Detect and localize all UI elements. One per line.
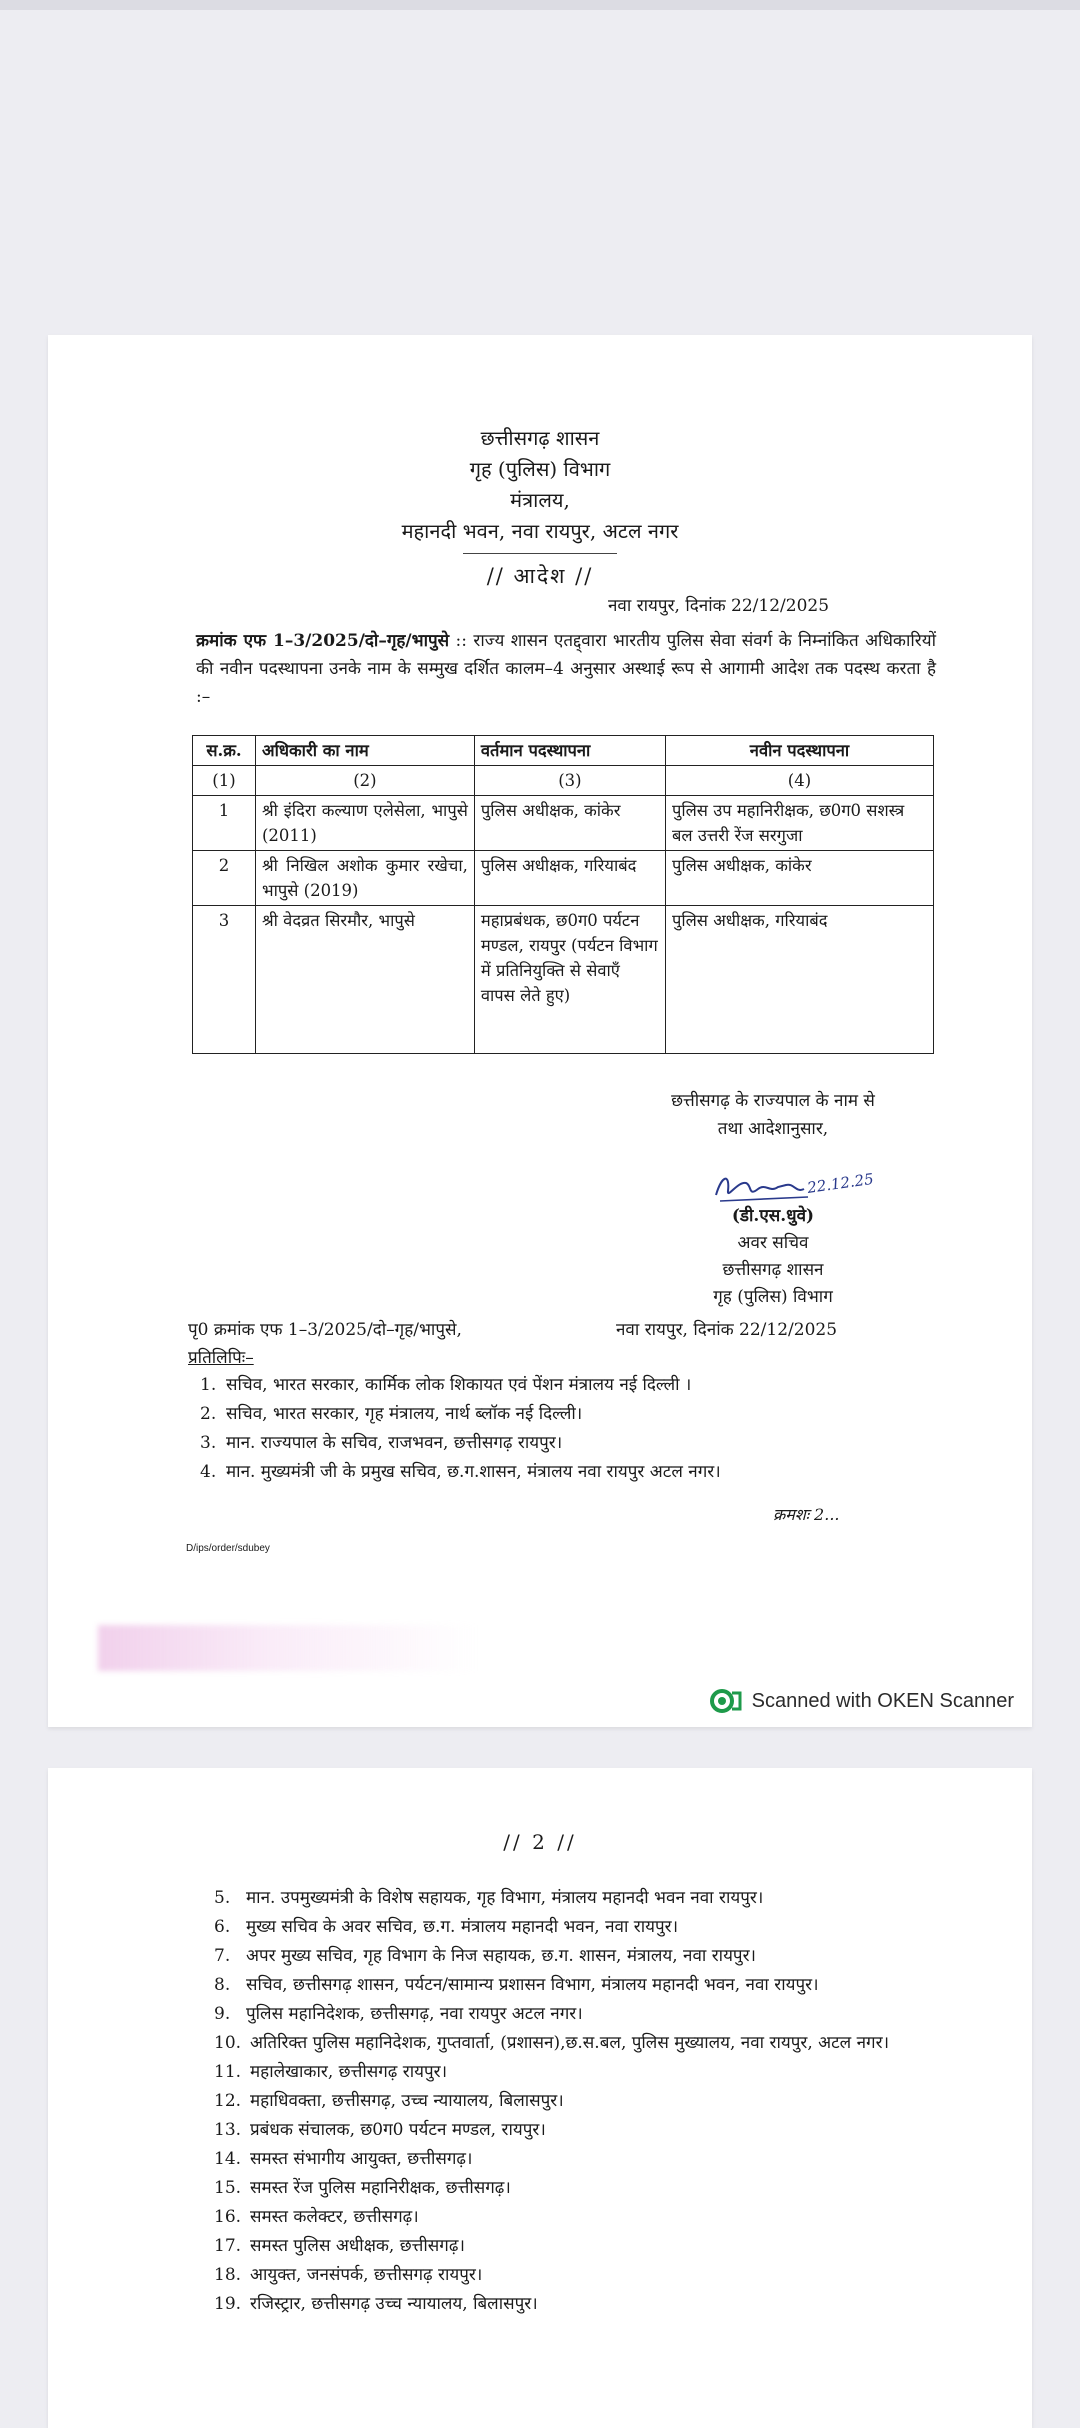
letterhead — [48, 423, 1032, 590]
copy-list-page-1 — [200, 1371, 920, 1487]
column-number: (2) — [255, 766, 474, 796]
list-item — [214, 2029, 954, 2058]
table-header: वर्तमान पदस्थापना — [474, 736, 665, 766]
scanner-watermark — [710, 1687, 1014, 1715]
order-dateline: नवा रायपुर, दिनांक 22/12/2025 — [608, 596, 830, 616]
list-text: अतिरिक्त पुलिस महानिदेशक, गुप्तवार्ता, (प्रशासन),छ.स.बल, पुलिस मुख्यालय, नवा रायपुर, अटल नगर। — [250, 2033, 890, 2053]
list-item — [214, 2290, 954, 2319]
list-number: 8. — [214, 1975, 231, 1995]
table-header: नवीन पदस्थापना — [665, 736, 933, 766]
list-number: 7. — [214, 1946, 231, 1966]
list-text: समस्त संभागीय आयुक्त, छत्तीसगढ़। — [250, 2149, 473, 2169]
list-number: 1. — [200, 1375, 217, 1395]
list-text: प्रबंधक संचालक, छ0ग0 पर्यटन मण्डल, रायपुर। — [250, 2120, 546, 2140]
list-number: 16. — [214, 2207, 242, 2227]
posting-table — [192, 735, 934, 1054]
officer-name: श्री इंदिरा कल्याण एलेसेला, भापुसे (2011) — [255, 796, 474, 851]
list-text: मान. उपमुख्यमंत्री के विशेष सहायक, गृह विभाग, मंत्रालय महानदी भवन नवा रायपुर। — [246, 1888, 764, 1908]
list-text: रजिस्ट्रार, छत्तीसगढ़ उच्च न्यायालय, बिलासपुर। — [250, 2294, 538, 2314]
oken-scanner-icon — [710, 1687, 742, 1715]
list-item — [214, 2087, 954, 2116]
order-intro — [196, 627, 936, 711]
table-row — [193, 851, 934, 906]
table-header-row — [193, 736, 934, 766]
continued-marker: क्रमशः 2... — [773, 1505, 840, 1524]
list-text: महाधिवक्ता, छत्तीसगढ़, उच्च न्यायालय, बिलासपुर। — [250, 2091, 564, 2111]
list-item — [214, 2058, 954, 2087]
list-text: मान. राज्यपाल के सचिव, राजभवन, छत्तीसगढ़ रायपुर। — [226, 1433, 563, 1453]
officer-name: श्री वेदव्रत सिरमौर, भापुसे — [255, 906, 474, 1054]
copy-to-heading: प्रतिलिपिः– — [188, 1348, 254, 1368]
list-item — [214, 2261, 954, 2290]
list-number: 11. — [214, 2062, 242, 2082]
list-number: 17. — [214, 2236, 242, 2256]
list-item — [200, 1458, 920, 1487]
list-item — [214, 1942, 954, 1971]
list-number: 2. — [200, 1404, 217, 1424]
officer-name: श्री निखिल अशोक कुमार रखेचा, भापुसे (2019) — [255, 851, 474, 906]
list-item — [214, 1971, 954, 2000]
list-item — [214, 1884, 954, 1913]
column-number: (1) — [193, 766, 256, 796]
list-number: 12. — [214, 2091, 242, 2111]
signer-name: (डी.एस.धुवे) — [731, 1206, 815, 1226]
header-govt: छत्तीसगढ़ शासन — [480, 426, 600, 450]
list-text: सचिव, भारत सरकार, कार्मिक लोक शिकायत एवं पेंशन मंत्रालय नई दिल्ली । — [226, 1375, 692, 1395]
page-2-title: // 2 // — [503, 1830, 577, 1854]
list-text: अपर मुख्य सचिव, गृह विभाग के निज सहायक, छ.ग. शासन, मंत्रालय, नवा रायपुर। — [246, 1946, 756, 1966]
current-posting: पुलिस अधीक्षक, गरियाबंद — [474, 851, 665, 906]
order-reference: क्रमांक एफ 1–3/2025/दो–गृह/भापुसे — [196, 631, 450, 651]
list-text: समस्त पुलिस अधीक्षक, छत्तीसगढ़। — [250, 2236, 465, 2256]
list-text: आयुक्त, जनसंपर्क, छत्तीसगढ़ रायपुर। — [250, 2265, 483, 2285]
list-item — [214, 2116, 954, 2145]
list-item — [214, 2203, 954, 2232]
header-ministry: मंत्रालय, — [510, 488, 570, 512]
header-divider — [463, 553, 617, 554]
order-title: // आदेश // — [486, 564, 594, 588]
header-dept: गृह (पुलिस) विभाग — [469, 457, 611, 481]
list-number: 15. — [214, 2178, 242, 2198]
list-item — [214, 2174, 954, 2203]
endorsement-reference: पृ0 क्रमांक एफ 1–3/2025/दो–गृह/भापुसे, — [188, 1320, 462, 1340]
governor-line-2: तथा आदेशानुसार, — [717, 1119, 829, 1139]
table-column-number-row — [193, 766, 934, 796]
list-text: सचिव, छत्तीसगढ़ शासन, पर्यटन/सामान्य प्रशासन विभाग, मंत्रालय महानदी भवन, नवा रायपुर। — [246, 1975, 819, 1995]
header-address: महानदी भवन, नवा रायपुर, अटल नगर — [401, 519, 679, 543]
signer-govt: छत्तीसगढ़ शासन — [722, 1260, 824, 1280]
list-number: 10. — [214, 2033, 242, 2053]
list-item — [214, 2000, 954, 2029]
list-number: 6. — [214, 1917, 231, 1937]
new-posting: पुलिस अधीक्षक, गरियाबंद — [665, 906, 933, 1054]
current-posting: महाप्रबंधक, छ0ग0 पर्यटन मण्डल, रायपुर (पर्यटन विभाग में प्रतिनियुक्ति से सेवाएँ वापस लेते हुए) — [474, 906, 665, 1054]
copy-list-page-2 — [214, 1884, 954, 2319]
list-text: महालेखाकार, छत्तीसगढ़ रायपुर। — [250, 2062, 448, 2082]
document-page-2 — [48, 1768, 1032, 2428]
list-text: पुलिस महानिदेशक, छत्तीसगढ़, नवा रायपुर अटल नगर। — [246, 2004, 583, 2024]
list-item — [214, 1913, 954, 1942]
row-serial: 2 — [193, 851, 256, 906]
signature-date: 22.12.25 — [806, 1169, 875, 1197]
signer-dept: गृह (पुलिस) विभाग — [713, 1287, 833, 1307]
list-item — [200, 1400, 920, 1429]
scan-smudge — [98, 1625, 478, 1671]
table-header: अधिकारी का नाम — [255, 736, 474, 766]
document-code: D/ips/order/sdubey — [186, 1543, 270, 1554]
list-text: समस्त रेंज पुलिस महानिरीक्षक, छत्तीसगढ़। — [250, 2178, 511, 2198]
table-header: स.क्र. — [193, 736, 256, 766]
new-posting: पुलिस अधीक्षक, कांकेर — [665, 851, 933, 906]
order-intro-text: :: राज्य शासन एतद्द्वारा भारतीय पुलिस सेवा संवर्ग के निम्नांकित अधिकारियों की नवीन पदस्थापना उनके नाम के सम्मुख दर्शित कालम–4 अनुसार अस्थाई रूप से आगामी आदेश तक पदस्थ करता है :– — [196, 631, 936, 707]
column-number: (3) — [474, 766, 665, 796]
viewer-top-bar — [0, 0, 1080, 10]
table-row — [193, 796, 934, 851]
endorsement-date: नवा रायपुर, दिनांक 22/12/2025 — [616, 1320, 838, 1340]
scanner-label: Scanned with OKEN Scanner — [751, 1689, 1014, 1712]
list-number: 4. — [200, 1462, 217, 1482]
document-page-1 — [48, 335, 1032, 1727]
table-row — [193, 906, 934, 1054]
list-number: 18. — [214, 2265, 242, 2285]
list-item — [200, 1371, 920, 1400]
signer-designation: अवर सचिव — [737, 1233, 809, 1253]
list-number: 13. — [214, 2120, 242, 2140]
list-text: मान. मुख्यमंत्री जी के प्रमुख सचिव, छ.ग.शासन, मंत्रालय नवा रायपुर अटल नगर। — [226, 1462, 721, 1482]
list-number: 9. — [214, 2004, 231, 2024]
list-number: 19. — [214, 2294, 242, 2314]
column-number: (4) — [665, 766, 933, 796]
list-number: 14. — [214, 2149, 242, 2169]
governor-authority — [608, 1087, 938, 1143]
new-posting: पुलिस उप महानिरीक्षक, छ0ग0 सशस्त्र बल उत्तरी रेंज सरगुजा — [665, 796, 933, 851]
row-serial: 3 — [193, 906, 256, 1054]
signatory-block — [648, 1203, 898, 1311]
row-serial: 1 — [193, 796, 256, 851]
list-text: समस्त कलेक्टर, छत्तीसगढ़। — [250, 2207, 419, 2227]
list-item — [214, 2145, 954, 2174]
list-number: 5. — [214, 1888, 231, 1908]
list-item — [200, 1429, 920, 1458]
list-text: मुख्य सचिव के अवर सचिव, छ.ग. मंत्रालय महानदी भवन, नवा रायपुर। — [246, 1917, 679, 1937]
list-item — [214, 2232, 954, 2261]
current-posting: पुलिस अधीक्षक, कांकेर — [474, 796, 665, 851]
list-text: सचिव, भारत सरकार, गृह मंत्रालय, नार्थ ब्लॉक नई दिल्ली। — [226, 1404, 583, 1424]
list-number: 3. — [200, 1433, 217, 1453]
governor-line-1: छत्तीसगढ़ के राज्यपाल के नाम से — [671, 1091, 875, 1111]
